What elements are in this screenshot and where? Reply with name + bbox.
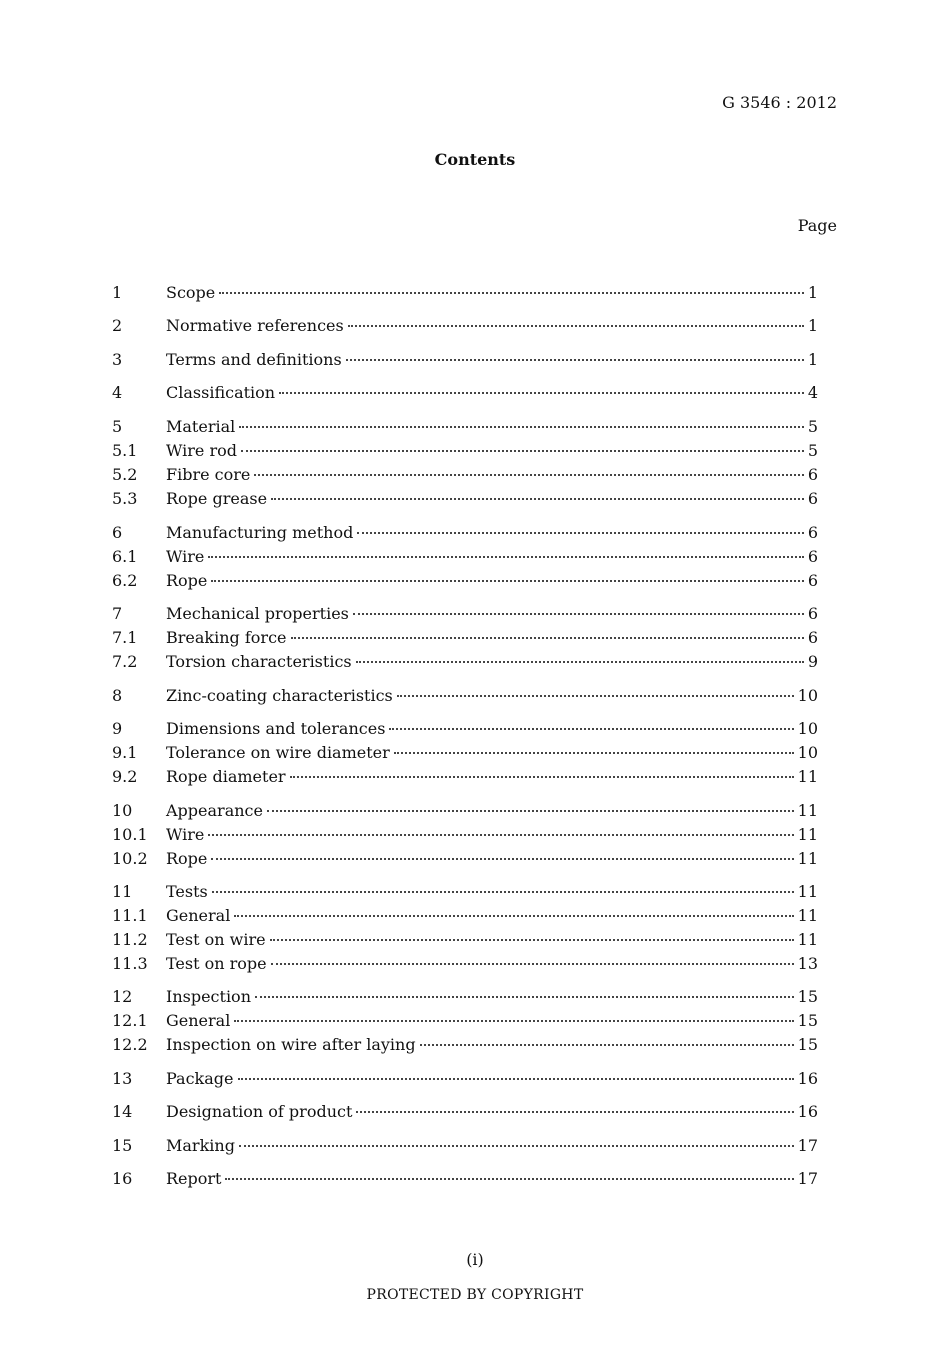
toc-entry[interactable] (112, 439, 818, 463)
toc-entry-title: Mechanical properties (166, 604, 349, 623)
toc-entry-page: 17 (797, 1169, 818, 1188)
toc-entry[interactable] (112, 381, 818, 405)
toc-entry[interactable] (112, 717, 818, 741)
toc-entry-number: 5.1 (112, 441, 138, 460)
toc-entry-title: Rope diameter (166, 767, 286, 786)
toc-entry[interactable] (112, 415, 818, 439)
toc-entry-number: 12.1 (112, 1011, 148, 1030)
dot-leader (356, 1111, 793, 1113)
toc-entry[interactable] (112, 823, 818, 847)
toc-entry-number: 12 (112, 987, 133, 1006)
toc-entry[interactable] (112, 348, 818, 372)
toc-entry-title: Wire (166, 825, 205, 844)
dot-leader (234, 1020, 793, 1022)
toc-entry-title: Normative references (166, 316, 344, 335)
toc-entry-page: 16 (797, 1069, 818, 1088)
toc-entry-page: 15 (797, 1011, 818, 1030)
toc-entry-number: 4 (112, 383, 123, 402)
toc-entry-number: 3 (112, 350, 123, 369)
toc-entry-page: 6 (807, 489, 818, 508)
toc-entry-page: 11 (797, 930, 818, 949)
toc-entry-title: General (166, 906, 231, 925)
toc-entry[interactable] (112, 521, 818, 545)
toc-entry-title: Terms and definitions (166, 350, 342, 369)
dot-leader (219, 292, 804, 294)
toc-entry[interactable] (112, 847, 818, 871)
toc-entry-number: 6.1 (112, 547, 138, 566)
dot-leader (267, 810, 794, 812)
dot-leader (225, 1178, 793, 1180)
toc-entry-page: 9 (807, 652, 818, 671)
toc-entry-number: 7.2 (112, 652, 138, 671)
toc-entry-page: 10 (797, 743, 818, 762)
toc-entry-title: Fibre core (166, 465, 251, 484)
toc-entry-title: Inspection (166, 987, 251, 1006)
toc-entry-title: Report (166, 1169, 222, 1188)
dot-leader (394, 752, 794, 754)
toc-entry-title: Rope grease (166, 489, 268, 508)
toc-entry[interactable] (112, 928, 818, 952)
toc-entry-page: 11 (797, 906, 818, 925)
toc-entry-page: 17 (797, 1136, 818, 1155)
dot-leader (270, 939, 794, 941)
toc-entry[interactable] (112, 952, 818, 976)
toc-entry-title: Test on wire (166, 930, 266, 949)
dot-leader (208, 556, 803, 558)
toc-entry-page: 13 (797, 954, 818, 973)
toc-entry[interactable] (112, 684, 818, 708)
toc-entry-number: 15 (112, 1136, 133, 1155)
toc-entry[interactable] (112, 741, 818, 765)
toc-entry-page: 6 (807, 523, 818, 542)
dot-leader (397, 695, 794, 697)
toc-entry-page: 6 (807, 628, 818, 647)
toc-entry-page: 11 (797, 767, 818, 786)
toc-entry-page: 11 (797, 825, 818, 844)
toc-entry-page: 5 (807, 441, 818, 460)
dot-leader (357, 532, 803, 534)
toc-entry-number: 10.1 (112, 825, 148, 844)
toc-entry[interactable] (112, 463, 818, 487)
dot-leader (212, 891, 794, 893)
toc-entry-page: 1 (807, 283, 818, 302)
toc-entry-title: Test on rope (166, 954, 267, 973)
toc-entry-title: Designation of product (166, 1102, 353, 1121)
dot-leader (211, 580, 803, 582)
toc-entry-title: Manufacturing method (166, 523, 354, 542)
toc-entry-page: 5 (807, 417, 818, 436)
toc-entry[interactable] (112, 487, 818, 511)
toc-entry-number: 16 (112, 1169, 133, 1188)
toc-entry-number: 7.1 (112, 628, 138, 647)
toc-entry-title: Package (166, 1069, 234, 1088)
toc-entry-number: 5 (112, 417, 123, 436)
toc-entry-title: General (166, 1011, 231, 1030)
toc-entry-number: 9.2 (112, 767, 138, 786)
toc-entry[interactable] (112, 1067, 818, 1091)
toc-entry-number: 11 (112, 882, 133, 901)
toc-entry[interactable] (112, 650, 818, 674)
toc-entry-page: 16 (797, 1102, 818, 1121)
dot-leader (211, 858, 793, 860)
toc-entry-page: 11 (797, 882, 818, 901)
toc-entry-title: Tests (166, 882, 208, 901)
dot-leader (254, 474, 803, 476)
toc-entry-title: Torsion characteristics (166, 652, 352, 671)
dot-leader (271, 498, 804, 500)
toc-entry-title: Scope (166, 283, 216, 302)
toc-entry-title: Material (166, 417, 236, 436)
toc-entry[interactable] (112, 602, 818, 626)
toc-entry-number: 11.1 (112, 906, 148, 925)
toc-entry-number: 11.2 (112, 930, 148, 949)
page-column-label: Page (797, 216, 837, 235)
contents-title: Contents (434, 150, 516, 169)
toc-entry-page: 11 (797, 801, 818, 820)
dot-leader (271, 963, 794, 965)
toc-entry[interactable] (112, 314, 818, 338)
dot-leader (234, 915, 793, 917)
toc-entry-page: 15 (797, 987, 818, 1006)
toc-entry[interactable] (112, 985, 818, 1009)
toc-entry-title: Classification (166, 383, 276, 402)
dot-leader (208, 834, 793, 836)
dot-leader (346, 359, 804, 361)
dot-leader (353, 613, 804, 615)
toc-entry-title: Rope (166, 849, 208, 868)
dot-leader (348, 325, 804, 327)
toc-entry[interactable] (112, 569, 818, 593)
toc-entry-number: 12.2 (112, 1035, 148, 1054)
toc-entry-title: Breaking force (166, 628, 287, 647)
toc-entry[interactable] (112, 281, 818, 305)
dot-leader (389, 728, 793, 730)
dot-leader (290, 776, 794, 778)
toc-entry-number: 9.1 (112, 743, 138, 762)
toc-entry-title: Tolerance on wire diameter (166, 743, 390, 762)
toc-entry-page: 15 (797, 1035, 818, 1054)
toc-entry-number: 6 (112, 523, 123, 542)
dot-leader (356, 661, 804, 663)
dot-leader (420, 1044, 794, 1046)
toc-entry-page: 6 (807, 604, 818, 623)
toc-entry-page: 6 (807, 571, 818, 590)
toc-entry-page: 1 (807, 350, 818, 369)
toc-entry[interactable] (112, 904, 818, 928)
toc-entry[interactable] (112, 1009, 818, 1033)
dot-leader (291, 637, 804, 639)
toc-entry-number: 9 (112, 719, 123, 738)
dot-leader (239, 426, 804, 428)
document-id: G 3546 : 2012 (722, 93, 837, 112)
toc-entry[interactable] (112, 626, 818, 650)
toc-entry-number: 6.2 (112, 571, 138, 590)
dot-leader (255, 996, 794, 998)
toc-entry-title: Rope (166, 571, 208, 590)
toc-entry-title: Wire (166, 547, 205, 566)
toc-entry-page: 4 (807, 383, 818, 402)
toc-entry[interactable] (112, 1134, 818, 1158)
toc-entry[interactable] (112, 545, 818, 569)
dot-leader (241, 450, 804, 452)
toc-entry-number: 7 (112, 604, 123, 623)
toc-entry-title: Wire rod (166, 441, 238, 460)
toc-entry-number: 10 (112, 801, 133, 820)
toc-entry-title: Inspection on wire after laying (166, 1035, 416, 1054)
toc-entry-number: 2 (112, 316, 123, 335)
toc-entry-number: 10.2 (112, 849, 148, 868)
dot-leader (238, 1078, 794, 1080)
toc-entry-number: 8 (112, 686, 123, 705)
toc-entry[interactable] (112, 880, 818, 904)
toc-entry-title: Zinc-coating characteristics (166, 686, 393, 705)
toc-entry-title: Dimensions and tolerances (166, 719, 386, 738)
toc-entry-title: Marking (166, 1136, 235, 1155)
toc-entry-number: 1 (112, 283, 123, 302)
copyright-notice: PROTECTED BY COPYRIGHT (366, 1287, 584, 1303)
toc-entry-number: 13 (112, 1069, 133, 1088)
dot-leader (239, 1145, 794, 1147)
dot-leader (279, 392, 804, 394)
toc-entry-number: 5.2 (112, 465, 138, 484)
toc-entry[interactable] (112, 765, 818, 789)
toc-entry[interactable] (112, 1167, 818, 1191)
toc-entry-page: 6 (807, 465, 818, 484)
toc-entry-page: 1 (807, 316, 818, 335)
toc-entry-page: 10 (797, 686, 818, 705)
toc-entry-number: 5.3 (112, 489, 138, 508)
toc-entry-number: 11.3 (112, 954, 148, 973)
toc-entry-page: 11 (797, 849, 818, 868)
toc-entry-page: 6 (807, 547, 818, 566)
toc-entry[interactable] (112, 799, 818, 823)
page-number: (i) (466, 1250, 484, 1269)
toc-entry-title: Appearance (166, 801, 263, 820)
toc-entry[interactable] (112, 1100, 818, 1124)
toc-entry-page: 10 (797, 719, 818, 738)
toc-entry[interactable] (112, 1033, 818, 1057)
toc-entry-number: 14 (112, 1102, 133, 1121)
